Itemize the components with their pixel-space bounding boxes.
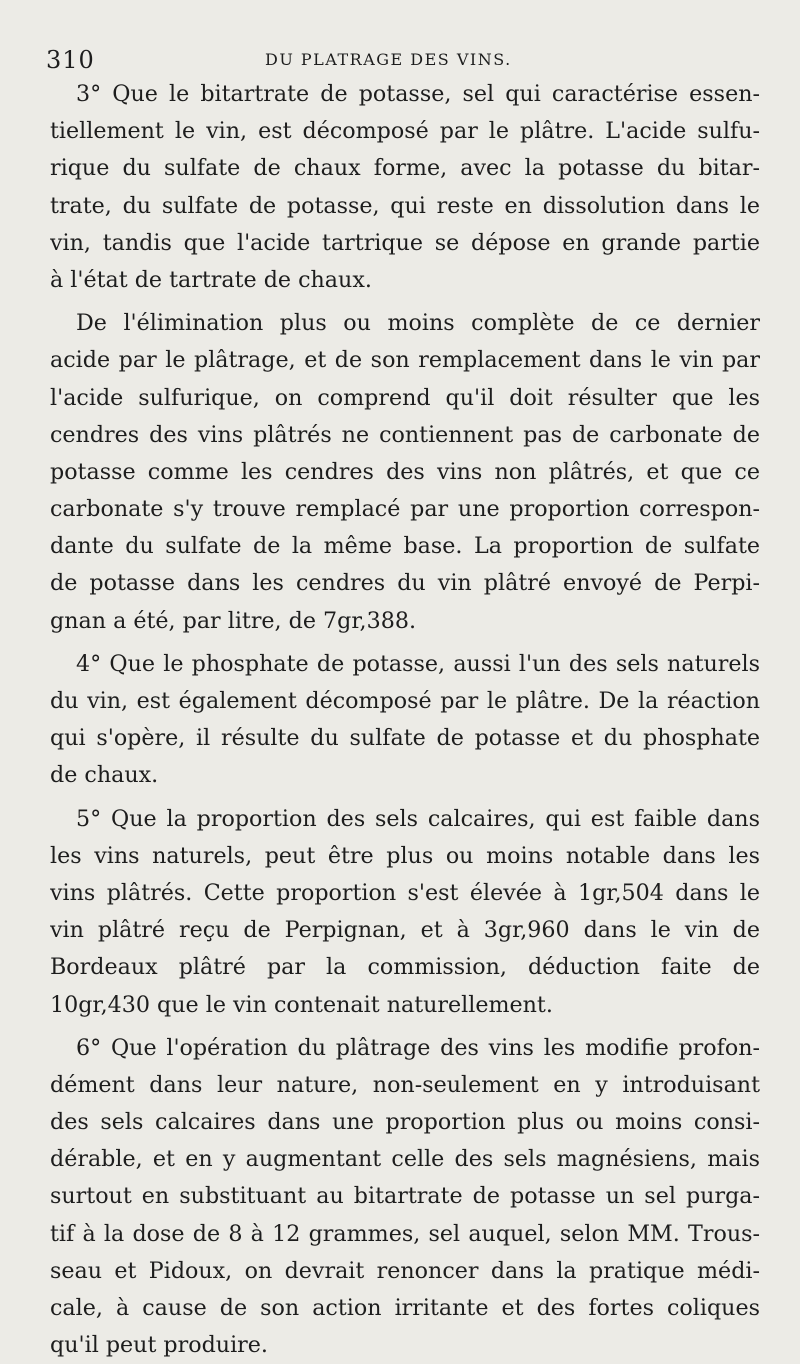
text-line: potasse comme les cendres des vins non plâtrés, et que ce: [50, 458, 760, 485]
text-line: cendres des vins plâtrés ne contiennent pas de carbonate de: [50, 421, 760, 448]
text-line: seau et Pidoux, on devrait renoncer dans la pratique médi-: [50, 1257, 760, 1284]
body-text: [50, 76, 760, 1364]
text-line: cale, à cause de son action irritante et des fortes coliques: [50, 1295, 760, 1321]
text-line: surtout en substituant au bitartrate de potasse un sel purga-: [50, 1183, 760, 1210]
text-line: rique du sulfate de chaux forme, avec la potasse du bitar-: [50, 155, 760, 182]
text-line: 3° Que le bitartrate de potasse, sel qui caractérise essen-: [76, 81, 760, 107]
text-line: dérable, et en y augmentant celle des sels magnésiens, mais: [50, 1146, 760, 1173]
text-line: du vin, est également décomposé par le plâtre. De la réaction: [50, 688, 760, 714]
page-header: [46, 40, 760, 76]
text-line: acide par le plâtrage, et de son remplacement dans le vin par: [50, 347, 760, 374]
text-line: les vins naturels, peut être plus ou moins notable dans les: [50, 842, 760, 869]
text-line: Bordeaux plâtré par la commission, déduction faite de: [50, 954, 760, 981]
text-line: 4° Que le phosphate de potasse, aussi l'un des sels naturels: [76, 650, 760, 677]
paragraph: [50, 646, 760, 795]
text-line: 10gr,430 que le vin contenait naturellement.: [50, 991, 553, 1018]
text-line: à l'état de tartrate de chaux.: [50, 266, 372, 293]
text-line: De l'élimination plus ou moins complète de ce dernier: [76, 310, 760, 337]
text-line: qui s'opère, il résulte du sulfate de potasse et du phosphate: [50, 725, 760, 752]
paragraph: [50, 76, 760, 299]
text-line: tif à la dose de 8 à 12 grammes, sel auquel, selon MM. Trous-: [50, 1220, 760, 1247]
text-line: de potasse dans les cendres du vin plâtré envoyé de Perpi-: [50, 570, 760, 597]
text-line: 5° Que la proportion des sels calcaires, qui est faible dans: [76, 805, 760, 832]
text-line: l'acide sulfurique, on comprend qu'il doit résulter que les: [50, 384, 760, 411]
text-line: qu'il peut produire.: [50, 1332, 268, 1359]
text-line: gnan a été, par litre, de 7gr,388.: [50, 607, 416, 634]
text-line: vin, tandis que l'acide tartrique se dépose en grande partie: [50, 229, 760, 256]
paragraph: [50, 1030, 760, 1364]
paragraph: [50, 801, 760, 1024]
text-line: des sels calcaires dans une proportion plus ou moins consi-: [50, 1109, 760, 1136]
text-line: vin plâtré reçu de Perpignan, et à 3gr,960 dans le vin de: [50, 917, 760, 944]
text-line: 6° Que l'opération du plâtrage des vins les modifie profon-: [76, 1034, 760, 1061]
text-line: dante du sulfate de la même base. La proportion de sulfate: [50, 533, 760, 560]
text-line: vins plâtrés. Cette proportion s'est élevée à 1gr,504 dans le: [50, 879, 760, 906]
text-line: tiellement le vin, est décomposé par le plâtre. L'acide sulfu-: [50, 118, 760, 145]
text-line: dément dans leur nature, non-seulement en y introduisant: [50, 1071, 760, 1098]
text-line: de chaux.: [50, 762, 159, 789]
text-line: carbonate s'y trouve remplacé par une proportion correspon-: [50, 496, 760, 523]
running-title: DU PLATRAGE DES VINS.: [265, 50, 512, 69]
page-number: 310: [46, 46, 95, 74]
paragraph: [50, 305, 760, 640]
text-line: trate, du sulfate de potasse, qui reste en dissolution dans le: [50, 192, 760, 219]
